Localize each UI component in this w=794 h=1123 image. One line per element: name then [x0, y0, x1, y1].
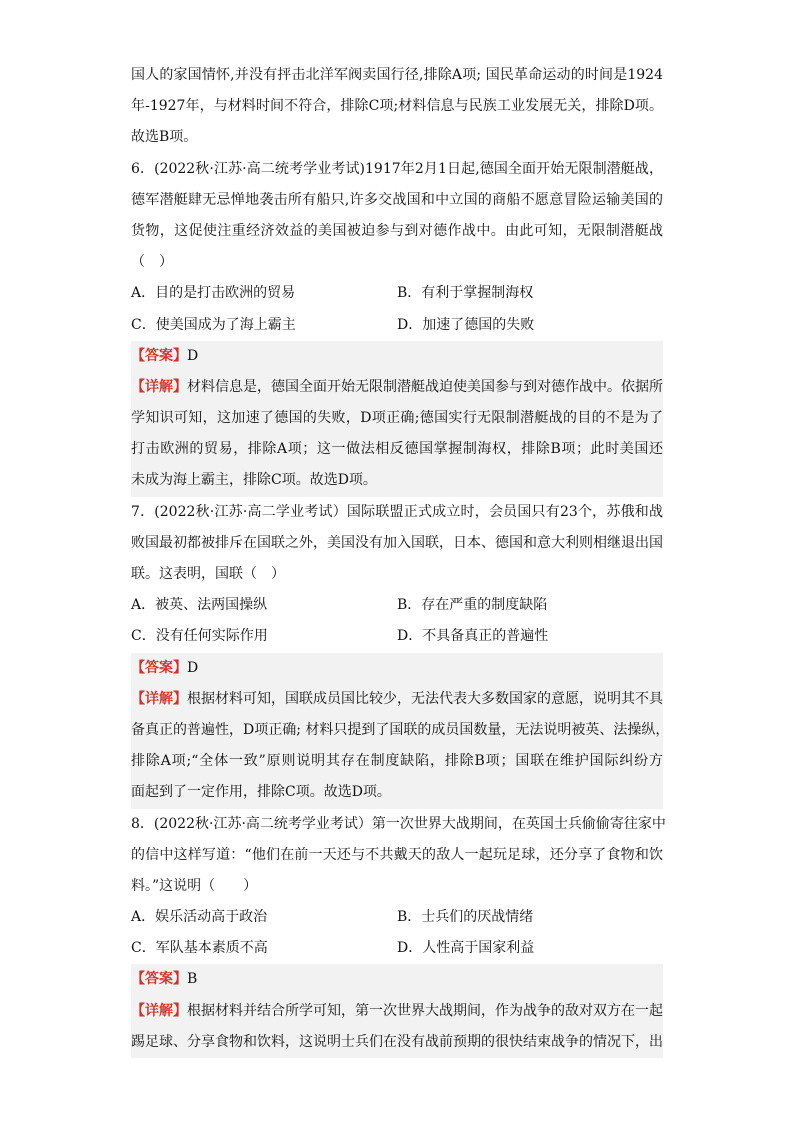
detail-line: [131, 996, 663, 1027]
detail-line: 面起到了一定作用，排除C项。故选D项。: [131, 784, 391, 801]
answer-line: [131, 653, 663, 684]
option-b: B．有利于掌握制海权: [397, 285, 534, 302]
detail-tag: 【详解】: [131, 690, 187, 707]
options-row: [131, 310, 663, 341]
detail-tag: 【详解】: [131, 1002, 187, 1019]
options-row: [131, 590, 663, 621]
detail-line: 打击欧洲的贸易，排除A项；这一做法相反德国掌握制海权，排除B项；此时美国还: [131, 441, 663, 458]
question-stem-line: 6．(2022秋·江苏·高二统考学业考试)1917年2月1日起,德国全面开始无限制潜艇战，: [131, 160, 663, 177]
question-stem-line: 料。”这说明（ ）: [131, 877, 258, 894]
detail-text: 根据材料并结合所学可知，第一次世界大战期间，作为战争的敌对双方在一起: [187, 1002, 663, 1019]
detail-line: 未成为海上霸主，排除C项。故选D项。: [131, 472, 377, 489]
detail-text: 材料信息是，德国全面开始无限制潜艇战迫使美国参与到对德作战中。依据所: [187, 378, 663, 395]
detail-line: 踢足球、分享食物和饮料，这说明士兵们在没有战前预期的很快结束战争的情况下，出: [131, 1033, 663, 1050]
text-line: 年-1927年，与材料时间不符合，排除C项;材料信息与民族工业发展无关，排除D项。: [131, 98, 663, 115]
question-stem-line: 7．(2022秋·江苏·高二学业考试）国际联盟正式成立时，会员国只有23个，苏俄和战: [131, 503, 663, 520]
detail-text: 根据材料可知，国联成员国比较少，无法代表大多数国家的意愿，说明其不具: [187, 690, 663, 707]
answer-value: D: [187, 659, 199, 676]
question-stem-line: （ ）: [131, 254, 173, 271]
answer-line: [131, 341, 663, 372]
option-b: B．存在严重的制度缺陷: [397, 597, 548, 614]
question-stem-line: 8．(2022秋·江苏·高二统考学业考试）第一次世界大战期间，在英国士兵偷偷寄往家中: [131, 815, 666, 832]
options-row: [131, 902, 663, 933]
top-paragraph: [131, 60, 663, 154]
answer-tag: 【答案】: [131, 659, 187, 676]
question-stem-line: 败国最初都被排斥在国联之外，美国没有加入国联，日本、德国和意大利则相继退出国: [131, 534, 663, 551]
detail-tag: 【详解】: [131, 378, 187, 395]
answer-block: [131, 653, 670, 809]
detail-line: 备真正的普遍性，D项正确; 材料只提到了国联的成员国数量，无法说明被英、法操纵，: [131, 721, 670, 738]
question-6: [131, 154, 663, 497]
question-stem-line: 德军潜艇肆无忌惮地袭击所有船只,许多交战国和中立国的商船不愿意冒险运输美国的: [131, 191, 663, 208]
answer-tag: 【答案】: [131, 971, 187, 988]
text-line: 国人的家国情怀,并没有抨击北洋军阀卖国行径,排除A项; 国民革命运动的时间是1924: [131, 67, 663, 83]
answer-line: [131, 964, 663, 995]
answer-tag: 【答案】: [131, 347, 187, 364]
option-a: A．目的是打击欧洲的贸易: [131, 285, 296, 302]
options-row: [131, 621, 663, 652]
answer-value: B: [187, 971, 198, 988]
option-c: C．军队基本素质不高: [131, 940, 268, 957]
detail-line: 学知识可知，这加速了德国的失败，D项正确;德国实行无限制潜艇战的目的不是为了: [131, 410, 663, 427]
answer-block: [131, 964, 663, 1058]
option-c: C．没有任何实际作用: [131, 628, 268, 645]
option-a: A．被英、法两国操纵: [131, 597, 268, 614]
options-row: [131, 278, 663, 309]
option-a: A．娱乐活动高于政治: [131, 909, 268, 926]
option-d: D．人性高于国家利益: [397, 940, 535, 957]
question-7: [131, 497, 670, 809]
detail-line: [131, 684, 663, 715]
answer-value: D: [187, 347, 199, 364]
option-d: D．不具备真正的普遍性: [397, 628, 549, 645]
text-line: 故选B项。: [131, 129, 198, 146]
question-stem-line: 联。这表明，国联（ ）: [131, 566, 285, 582]
answer-block: [131, 341, 663, 497]
question-stem-line: 货物，这促使注重经济效益的美国被迫参与到对德作战中。由此可知，无限制潜艇战: [131, 222, 663, 239]
options-row: [131, 933, 663, 964]
question-stem-line: 的信中这样写道：“他们在前一天还与不共戴天的敌人一起玩足球，还分享了食物和饮: [131, 846, 663, 863]
option-d: D．加速了德国的失败: [397, 316, 535, 333]
question-8: [131, 809, 666, 1059]
detail-line: 排除A项;“全体一致”原则说明其存在制度缺陷，排除B项；国联在维护国际纠纷方: [131, 753, 663, 770]
option-c: C．使美国成为了海上霸主: [131, 316, 296, 333]
detail-line: [131, 372, 663, 403]
option-b: B．士兵们的厌战情绪: [397, 909, 534, 926]
document-page: [131, 60, 670, 1058]
